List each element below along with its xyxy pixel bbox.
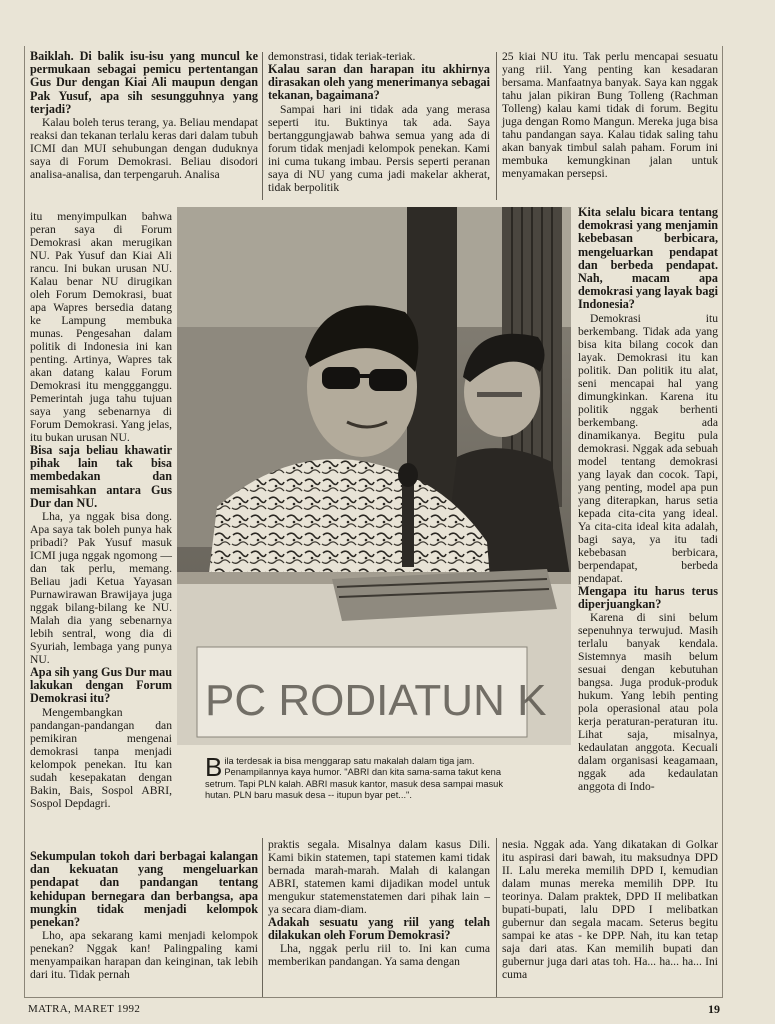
interview-answer: itu menyimpulkan bahwa peran saya di Forum Demokrasi akan merugikan NU. Pak Yusuf dan Kiai Ali rancu. Ini bukan urusan NU. Kalau benar NU dirugikan oleh Forum Demokrasi, buat apa Wapres bersedia datang ke Lampung membuka munas. Pengesahan dalam politik di Indonesia ini kan penting. Artinya, Wapres tak akan datang kalau Forum Demokrasi itu menggganggu. Pemerintah juga tahu tujuan saya yang sebenarnya di Forum Demokrasi. Yang jelas, itu bukan urusan NU. (30, 210, 172, 444)
column-1-middle (30, 210, 172, 810)
footer-publication: MATRA, MARET 1992 (28, 1003, 141, 1015)
column-3-top (502, 50, 718, 180)
photo-illustration (177, 207, 571, 745)
footer-rule (24, 997, 723, 998)
caption-text: ila terdesak ia bisa menggarap satu makalah dalam tiga jam. Penampilannya kaya humor. "ABRI dan kita sama-sama takut kena setrum. Tapi PLN kalah. ABRI masuk kantor, masuk desa sampai masuk hutan. PLN baru masuk desa -- itupun byar pet...". (205, 756, 503, 800)
column-1-bottom (30, 850, 258, 981)
column-2-top (268, 50, 490, 194)
column-2-bottom (268, 838, 490, 968)
interview-answer: Demokrasi itu berkembang. Tidak ada yang bisa kita bilang cocok dan layak. Demokrasi itu kan politik. Dan politik itu alat, seni mencapai hal yang dimungkinkan. Karena itu politik nggak berhenti berkembang. ada dinamikanya. Begitu pula demokrasi. Nggak ada sebuah model tentang demokrasi yang layak dan cocok. Tapi, yang penting, model apa pun yang diterapkan, harus setia kepada cita-cita yang ideal. Ya cita-cita ideal kita adalah, bagi saya, ya itu tadi kebebasan berbicara, berpendapat, berbeda pendapat. (578, 311, 718, 585)
name-plate-text: PC RODIATUN K (205, 676, 547, 725)
interview-question: Kita selalu bicara tentang demokrasi yang menjamin kebebasan berbicara, mengeluarkan pendapat dan berbeda pendapat. Nah, macam apa demokrasi yang layak bagi Indonesia? (578, 205, 718, 312)
column-rule (262, 838, 263, 998)
caption-drop-cap: B (205, 752, 223, 782)
interview-answer: Lho, apa sekarang kami menjadi kelompok penekan? Nggak kan! Palingpaling kami menyampaikan harapan dan keinginan, tak lebih dari itu. Tidak pernah (30, 929, 258, 982)
interview-question: Baiklah. Di balik isu-isu yang muncul ke permukaan sebagai pemicu pertentangan Gus Dur dengan Kiai Ali maupun dengan Pak Yusuf, apa sih sesungguhnya yang terjadi? (30, 49, 258, 116)
page-border-left (24, 46, 25, 998)
interview-answer: demonstrasi, tidak teriak-teriak. (268, 50, 416, 63)
interview-answer: Karena di sini belum sepenuhnya terwujud. Masih terlalu banyak kendala. Sistemnya masih belum sesuai dengan kebutuhan bangsa. Juga produk-produk hukum. Yang lebih penting pola operasional atau pola kerja peraturan-peraturan itu. Lihat saja, misalnya, kedaulatan anggota. Kecuali dalam organisasi keagamaan, nggak ada kedaulatan anggota di Indo- (578, 611, 718, 794)
interview-answer: Kalau boleh terus terang, ya. Beliau mendapat reaksi dan tekanan terlalu keras dari dalam tubuh ICMI dan MUI sehubungan dengan duduknya saya di Forum Demokrasi. Beliau disodori analisa-analisa, dan terpengaruh. Analisa (30, 116, 258, 182)
column-rule (496, 52, 497, 200)
interview-answer: nesia. Nggak ada. Yang dikatakan di Golkar itu aspirasi dari bawah, itu maksudnya DPD II. Lalu mereka memilih DPD I, kemudian dalam munas mereka memilih DPP. Itu teorinya. Dalam praktek, DPD II melibatkan bupati-bupati, lalu DPD I melibatkan gubernur dan segala macam. Seterus begitu sampai ke atas - ke DPP. Nah, itu kan tetap saja dari atas. Kan memilih bupati dan gubernur juga dari atas toh. Ha... ha... ha... Ini cuma (502, 838, 718, 981)
photograph (177, 207, 571, 745)
interview-question: Apa sih yang Gus Dur mau lakukan dengan Forum Demokrasi itu? (30, 665, 172, 706)
interview-question: Kalau saran dan harapan itu akhirnya dirasakan oleh yang menerimanya sebagai tekanan, bagaimana? (268, 62, 490, 103)
page-number: 19 (708, 1002, 720, 1016)
interview-question: Adakah sesuatu yang riil yang telah dilakukan oleh Forum Demokrasi? (268, 915, 490, 943)
interview-question: Sekumpulan tokoh dari berbagai kalangan dan kekuatan yang mengeluarkan pendapat dan pandangan tentang kehidupan bernegara dan berbangsa, apa mungkin tidak menjadi kelompok penekan? (30, 849, 258, 930)
interview-answer: Sampai hari ini tidak ada yang merasa seperti itu. Buktinya tak ada. Saya bertanggungjawab bahwa semua yang ada di forum tidak menjadi kelompok penekan. Kami ini cuma tukang imbau. Persis seperti peranan saya di NU yang cuma jadi makelar akherat, tidak berpolitik (268, 102, 490, 194)
column-rule (496, 838, 497, 998)
interview-answer: Mengembangkan pandangan-pandangan dan pemikiran mengenai demokrasi tanpa menjadi kelompok penekan. Itu kan sudah kesepakatan dengan Bakin, Bais, Sospol ABRI, Sospol Depdagri. (30, 705, 172, 810)
interview-question: Bisa saja beliau khawatir pihak lain tak bisa membedakan dan memisahkan antara Gus Dur dan NU. (30, 443, 172, 510)
interview-answer: 25 kiai NU itu. Tak perlu mencapai sesuatu yang riil. Yang penting kan kesadaran bersama. Manfaatnya banyak. Saya kan nggak tahu jalan pikiran Bung Tolleng (Rachman Tolleng) kalau kami tidak di forum. Begitu juga dengan Romo Mangun. Mereka juga bisa tahu pandangan saya. Kalau tidak saling tahu akan banyak timbul salah paham. Forum ini membuka kemungkinan jalan untuk menyamakan persepsi. (502, 50, 718, 180)
interview-answer: Lha, ya nggak bisa dong. Apa saya tak boleh punya hak pribadi? Pak Yusuf masuk ICMI juga nggak ngomong — dan tak perlu, memang. Beliau jadi Ketua Yayasan Purnawirawan Brawijaya juga nggak bilang-bilang ke NU. Malah dia yang sebenarnya lebih sentral, wong dia di Syuriah, lembaga yang punya NU. (30, 510, 172, 667)
page-border-right (722, 46, 723, 998)
column-1-top (30, 50, 258, 181)
column-3-bottom (502, 838, 718, 981)
interview-answer: praktis segala. Misalnya dalam kasus Dili. Kami bikin statemen, tapi statemen kami tidak bernada marah-marah. Malah di kalangan ABRI, statemen kami dijadikan model untuk mengukur statemenstatemen dari pihak lain – ya secara diam-diam. (268, 838, 490, 916)
column-3-middle (578, 206, 718, 793)
column-rule (262, 52, 263, 200)
interview-question: Mengapa itu harus terus diperjuangkan? (578, 583, 718, 611)
photo-caption (205, 752, 505, 801)
interview-answer: Lha, nggak perlu riil to. Ini kan cuma memberikan pandangan. Ya sama dengan (268, 942, 490, 969)
